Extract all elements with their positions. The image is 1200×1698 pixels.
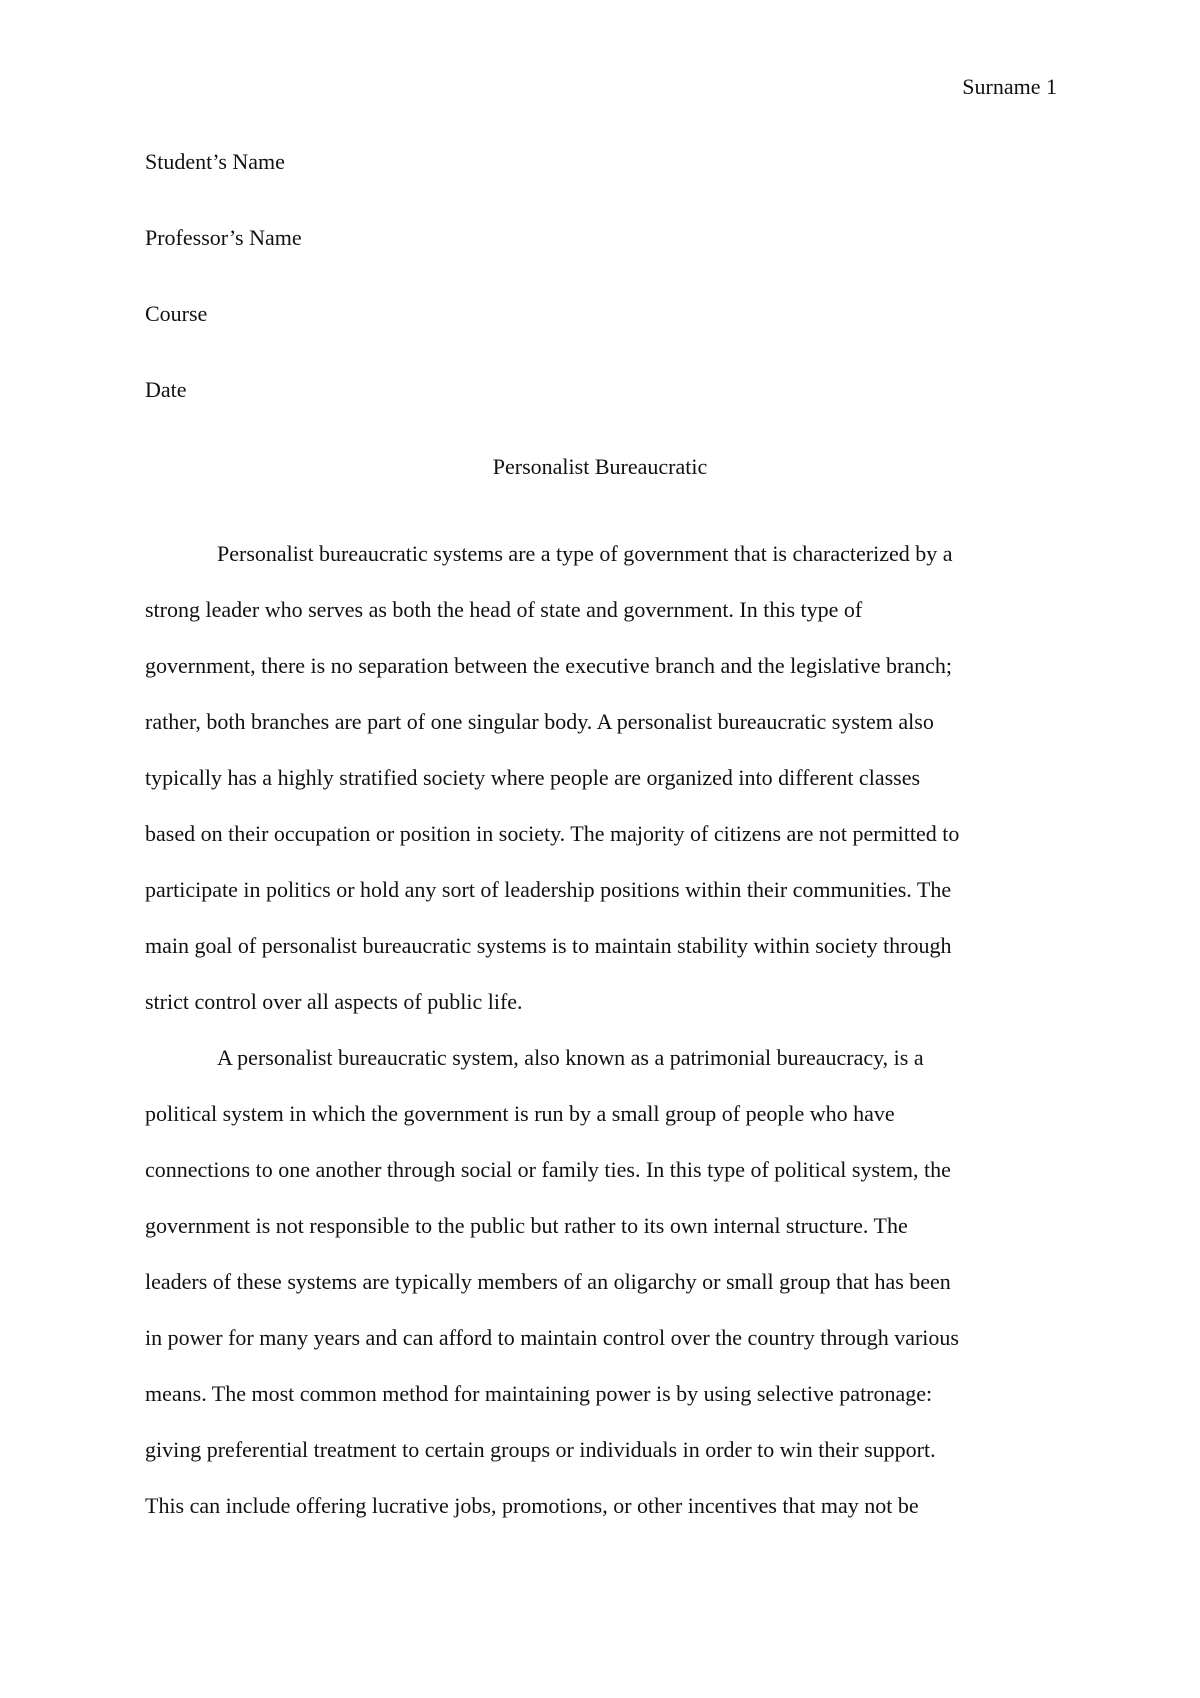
text-line: in power for many years and can afford to maintain control over the country through various xyxy=(145,1325,959,1350)
course-name: Course xyxy=(145,301,208,326)
text-line: political system in which the government is run by a small group of people who have xyxy=(145,1101,895,1126)
text-line: typically has a highly stratified society where people are organized into different classes xyxy=(145,765,921,790)
text-line: rather, both branches are part of one singular body. A personalist bureaucratic system also xyxy=(145,709,934,734)
text-line: Personalist bureaucratic systems are a type of government that is characterized by a xyxy=(217,541,953,566)
text-line: connections to one another through social or family ties. In this type of political system, the xyxy=(145,1157,951,1182)
document-title: Personalist Bureaucratic xyxy=(492,454,708,479)
body-text xyxy=(145,526,1055,1534)
text-line: based on their occupation or position in society. The majority of citizens are not permitted to xyxy=(145,821,960,846)
text-line: strong leader who serves as both the head of state and government. In this type of xyxy=(145,597,863,622)
text-line: A personalist bureaucratic system, also known as a patrimonial bureaucracy, is a xyxy=(217,1045,924,1070)
text-line: giving preferential treatment to certain groups or individuals in order to win their support. xyxy=(145,1437,936,1462)
running-head: Surname 1 xyxy=(962,74,1057,99)
text-line: strict control over all aspects of public life. xyxy=(145,989,523,1014)
heading-block xyxy=(145,147,302,451)
text-line: main goal of personalist bureaucratic systems is to maintain stability within society through xyxy=(145,933,952,958)
professor-name: Professor’s Name xyxy=(145,225,302,250)
date: Date xyxy=(145,377,187,402)
text-line: government is not responsible to the public but rather to its own internal structure. The xyxy=(145,1213,908,1238)
text-line: participate in politics or hold any sort of leadership positions within their communities. The xyxy=(145,877,952,902)
student-name: Student’s Name xyxy=(145,149,285,174)
text-line: leaders of these systems are typically members of an oligarchy or small group that has been xyxy=(145,1269,951,1294)
text-line: means. The most common method for maintaining power is by using selective patronage: xyxy=(145,1381,933,1406)
paragraph xyxy=(145,526,1055,1030)
text-line: This can include offering lucrative jobs, promotions, or other incentives that may not be xyxy=(145,1493,919,1518)
text-line: government, there is no separation between the executive branch and the legislative branch; xyxy=(145,653,952,678)
paragraph xyxy=(145,1030,1055,1534)
